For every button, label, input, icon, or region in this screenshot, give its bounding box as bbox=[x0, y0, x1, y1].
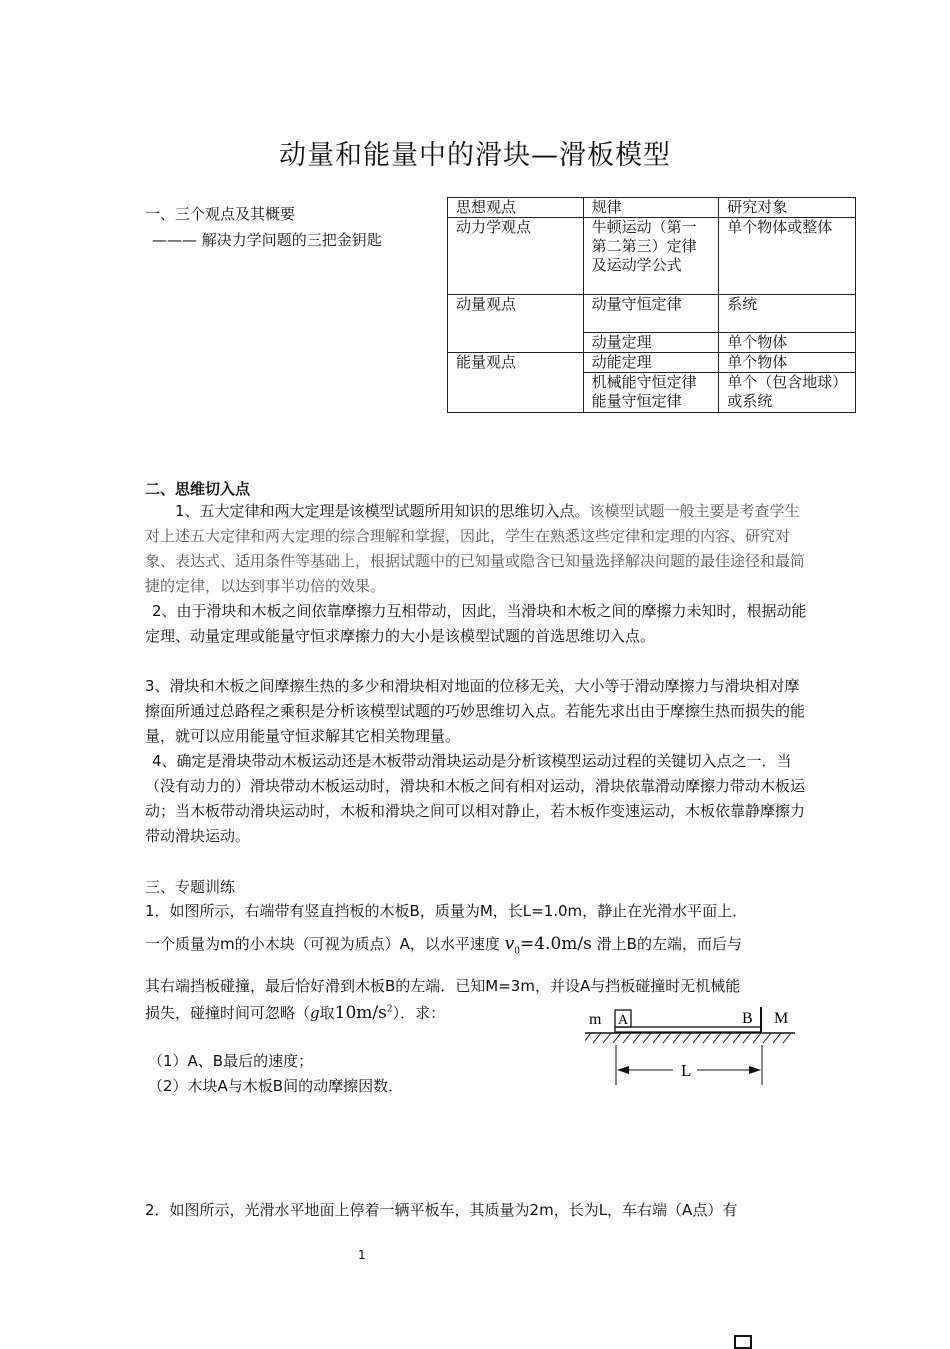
gravity-value-text: 10m/s bbox=[334, 1003, 387, 1023]
table-header-cell: 规律 bbox=[583, 198, 719, 218]
table-header-row bbox=[448, 198, 856, 218]
gravity-exponent: 2 bbox=[386, 1004, 393, 1015]
paragraph-1 bbox=[145, 499, 810, 599]
gravity-symbol: g bbox=[310, 1004, 320, 1022]
paragraph-1-lead: 1、五大定律和两大定理是该模型试题所用知识的思维切入点。 bbox=[175, 502, 590, 520]
ground-hatching bbox=[585, 1033, 791, 1043]
section2-heading: 二、思维切入点 bbox=[145, 480, 251, 498]
table-cell: 动力学观点 bbox=[448, 218, 584, 295]
figure-label-m: m bbox=[589, 1011, 602, 1028]
table-cell: 动量定理 bbox=[583, 333, 719, 353]
paragraph-4 bbox=[145, 749, 810, 849]
table-cell: 系统 bbox=[719, 295, 856, 333]
board-block-figure bbox=[585, 1003, 800, 1088]
question1-line2-text: 一个质量为m的小木块（可视为质点）A，以水平速度 bbox=[145, 935, 500, 953]
table-cell: 能量观点 bbox=[448, 353, 584, 413]
question1-line1: 1．如图所示，右端带有竖直挡板的木板B，质量为M，长L=1.0m，静止在光滑水平面上． bbox=[145, 902, 748, 920]
velocity-value: =4.0m/s bbox=[520, 934, 592, 954]
page-number: 1 bbox=[358, 1248, 366, 1262]
section1-subheading: ——— 解决力学问题的三把金钥匙 bbox=[152, 231, 382, 249]
table-cell: 单个（包含地球）或系统 bbox=[719, 373, 856, 413]
table-cell: 动量守恒定律 bbox=[583, 295, 719, 333]
table-cell: 动量观点 bbox=[448, 295, 584, 353]
figure-label-L: L bbox=[681, 1061, 692, 1080]
paragraph-1-body: 该模型试题一般主要是考查学生对上述五大定律和两大定理的综合理解和掌握，因此，学生在熟悉这些定律和定理的内容、研究对象、表达式、适用条件等基础上，根据试题中的已知量或隐含已知量选择解决问题的最佳途径和最简捷的定律，以达到事半功倍的效果。 bbox=[145, 502, 806, 595]
velocity-symbol: v bbox=[504, 934, 515, 954]
board-b-shape bbox=[615, 1027, 761, 1032]
table-cell: 单个物体 bbox=[719, 333, 856, 353]
paragraph-2 bbox=[145, 599, 810, 649]
question1-line4-take: 取 bbox=[319, 1004, 335, 1022]
paragraph-3: 3、滑块和木板之间摩擦生热的多少和滑块相对地面的位移无关，大小等于滑动摩擦力与滑块相对摩擦面所通过总路程之乘积是分析该模型试题的巧妙思维切入点。若能先求出由于摩擦生热而损失的能量，就可以应用能量守恒求解其它相关物理量。 bbox=[145, 677, 806, 745]
page-title: 动量和能量中的滑块—滑板模型 bbox=[279, 140, 671, 171]
table-header-cell: 思想观点 bbox=[448, 198, 584, 218]
question1-line4 bbox=[145, 1002, 445, 1023]
table-row bbox=[448, 353, 856, 373]
dimension-arrow-right bbox=[749, 1066, 761, 1074]
figure-label-a: A bbox=[618, 1013, 629, 1028]
table-cell: 单个物体 bbox=[719, 353, 856, 373]
velocity-formula bbox=[504, 934, 592, 957]
question1-line3: 其右端挡板碰撞，最后恰好滑到木板B的左端．已知M=3m，并设A与挡板碰撞时无机械能 bbox=[145, 977, 741, 995]
section3-heading: 三、专题训练 bbox=[145, 878, 236, 896]
table-row bbox=[448, 295, 856, 333]
table-row bbox=[448, 218, 856, 295]
figure-label-M: M bbox=[774, 1010, 789, 1027]
next-page-figure-fragment bbox=[734, 1335, 752, 1349]
figure-label-b: B bbox=[742, 1010, 753, 1027]
question1-sub1: （1）A、B最后的速度； bbox=[148, 1052, 314, 1070]
section1-heading: 一、三个观点及其概要 bbox=[145, 205, 296, 223]
question2-line1: 2．如图所示，光滑水平地面上停着一辆平板车，其质量为2m，长为L，车右端（A点）有 bbox=[145, 1201, 738, 1219]
table-cell: 单个物体或整体 bbox=[719, 218, 856, 295]
paragraph-2-text: 2、由于滑块和木板之间依靠摩擦力互相带动，因此，当滑块和木板之间的摩擦力未知时，根据动能定理、动量定理或能量守恒求摩擦力的大小是该模型试题的首选思维切入点。 bbox=[145, 602, 807, 645]
question1-line2 bbox=[145, 933, 742, 956]
paragraph-4-text: 4、确定是滑块带动木板运动还是木板带动滑块运动是分析该模型运动过程的关键切入点之一．当（没有动力的）滑块带动木板运动时，滑块和木板之间有相对运动，滑块依靠滑动摩擦力带动木板运动；当木板带动滑块运动时，木板和滑块之间可以相对静止，若木板作变速运动，木板依靠静摩擦力带动滑块运动。 bbox=[145, 752, 806, 845]
table-header-cell: 研究对象 bbox=[719, 198, 856, 218]
velocity-subscript: 0 bbox=[514, 946, 521, 957]
question1-sub2: （2）木块A与木板B间的动摩擦因数． bbox=[148, 1077, 404, 1095]
question1-line2-tail: 滑上B的左端，而后与 bbox=[596, 935, 742, 953]
question1-line4-text: 损失，碰撞时间可忽略（ bbox=[145, 1004, 311, 1022]
question1-line4-tail: ）．求： bbox=[392, 1004, 446, 1022]
table-cell: 机械能守恒定律能量守恒定律 bbox=[583, 373, 719, 413]
gravity-value bbox=[335, 1003, 393, 1023]
dimension-arrow-left bbox=[617, 1066, 629, 1074]
table-cell: 动能定理 bbox=[583, 353, 719, 373]
viewpoints-table bbox=[447, 197, 856, 413]
table-cell: 牛顿运动（第一第二第三）定律及运动学公式 bbox=[583, 218, 719, 295]
